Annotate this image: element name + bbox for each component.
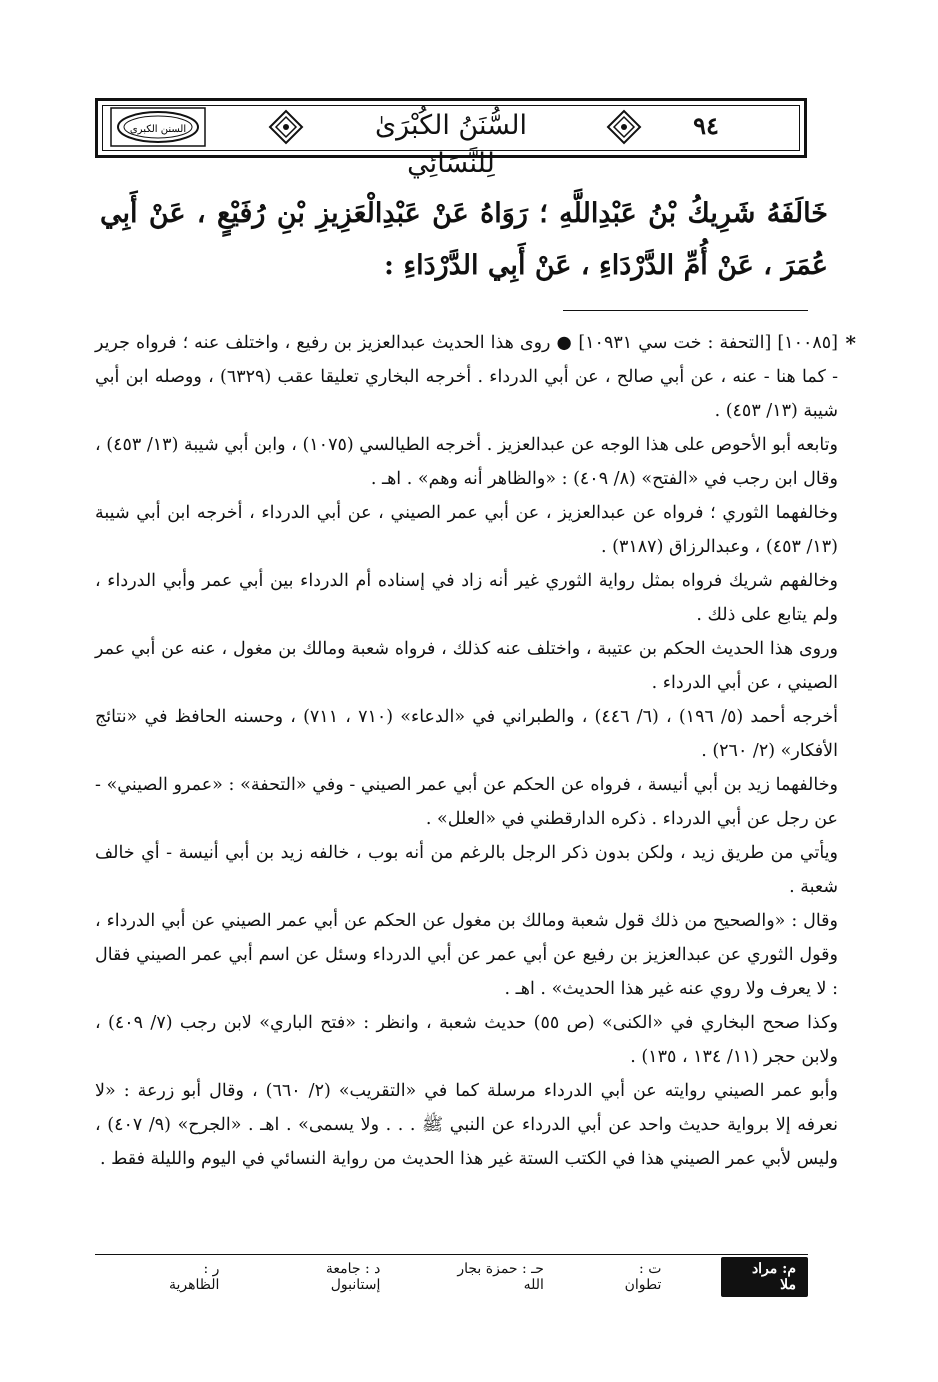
knot-ornament-icon xyxy=(604,107,644,147)
footnotes xyxy=(95,326,856,1176)
footnote-paragraph: ويأتي من طريق زيد ، ولكن بدون ذكر الرجل بالرغم من أنه بوب ، خالفه زيد بن أبي أنيسة - أي خالف شعبة . xyxy=(95,843,838,897)
footnote-paragraph: وأبو عمر الصيني روايته عن أبي الدرداء مرسلة كما في «التقريب» (٢/ ٦٦٠) ، وقال أبو زرعة : «لا نعرفه إلا برواية حديث واحد عن أبي الدرداء عن النبي ﷺ . . . ولا يسمى» . اهـ . «الجرح» (٩/ ٤٠٧) ، وليس لأبي عمر الصيني هذا في الكتب الستة غير هذا الحديث من رواية النسائي في اليوم والليلة فقط . xyxy=(95,1081,838,1169)
page-header xyxy=(95,98,807,179)
footnote-paragraph: وقال : «والصحيح من ذلك قول شعبة ومالك بن مغول عن الحكم عن أبي عمر الصيني عن أبي الدرداء ، وقول الثوري عن عبدالعزيز بن رفيع عن أبي عمر عن أبي الدرداء وسئل عن اسم أبي عمر الصيني فقال : لا يعرف ولا روي عنه غير هذا الحديث» . اهـ . xyxy=(95,911,838,999)
footnote-paragraph: وخالفهما زيد بن أبي أنيسة ، فرواه عن الحكم عن أبي عمر الصيني - وفي «التحفة» : «عمرو الصيني» - عن رجل عن أبي الدرداء . ذكره الدارقطني في «العلل» . xyxy=(95,775,838,829)
footnote-paragraph: أخرجه أحمد (٥/ ١٩٦) ، (٦/ ٤٤٦) ، والطبراني في «الدعاء» (٧١٠ ، ٧١١) ، وحسنه الحافظ في «نتائج الأفكار» (٢/ ٢٦٠) . xyxy=(95,707,838,761)
footnote-star: * xyxy=(845,331,856,355)
seal-ornament-icon xyxy=(110,107,206,147)
footnote-paragraph: وروى هذا الحديث الحكم بن عتيبة ، واختلف عنه كذلك ، فرواه شعبة ومالك بن مغول ، عنه عن أبي عمر الصيني ، عن أبي الدرداء . xyxy=(95,639,838,693)
hadith-text: خَالَفَهُ شَرِيكُ بْنُ عَبْدِاللَّهِ ؛ رَوَاهُ عَنْ عَبْدِالْعَزِيزِ بْنِ رُفَيْعٍ ، عَنْ أَبِي عُمَرَ ، عَنْ أُمِّ الدَّرْدَاءِ ، عَنْ أَبِي الدَّرْدَاءِ : xyxy=(100,198,828,281)
header-title: السُّنَنُ الكُبْرَىٰ لِلنَّسَائِي xyxy=(375,110,527,179)
footnote-paragraph: وكذا صحح البخاري في «الكنى» (ص ٥٥) حديث شعبة ، وانظر : «فتح الباري» لابن رجب (٧/ ٤٠٩) ، ولابن حجر (١١/ ١٣٤ ، ١٣٥) . xyxy=(95,1013,838,1067)
footnote-paragraph: وتابعه أبو الأحوص على هذا الوجه عن عبدالعزيز . أخرجه الطيالسي (١٠٧٥) ، وابن أبي شيبة (١٣/ ٤٥٣) ، وقال ابن رجب في «الفتح» (٨/ ٤٠٩) : «والظاهر أنه وهم» . اهـ . xyxy=(95,435,838,489)
seal-text: السنن الكبرى xyxy=(129,124,187,135)
footnote-separator xyxy=(563,310,808,311)
footer-item: د : جامعة إستانبول xyxy=(325,1261,381,1293)
footnote-paragraph: وخالفهما الثوري ؛ فرواه عن عبدالعزيز ، عن أبي عمر الصيني ، عن أبي الدرداء ، أخرجه ابن أبي شيبة (١٣/ ٤٥٣) ، وعبدالرزاق (٣١٨٧) . xyxy=(95,503,838,557)
page-number: ٩٤ xyxy=(693,111,719,140)
footer-separator xyxy=(95,1254,808,1255)
footer-signature: م: مراد ملا xyxy=(721,1257,808,1297)
knot-ornament-icon xyxy=(266,107,306,147)
manuscript-sigla-footer xyxy=(95,1262,808,1292)
footnote-paragraph: [١٠٠٨٥] [التحفة : خت سي ١٠٩٣١] ● روى هذا الحديث عبدالعزيز بن رفيع ، واختلف عنه ؛ فرواه جرير - كما هنا - عنه ، عن أبي صالح ، عن أبي الدرداء . أخرجه البخاري تعليقا عقب (٦٣٢٩) ، ووصله ابن أبي شيبة (١٣/ ٤٥٣) . xyxy=(95,333,839,421)
footer-item: حـ : حمزة بجار الله xyxy=(457,1261,544,1293)
footer-item: ت : تطوان xyxy=(624,1261,662,1293)
footnote-paragraph: وخالفهم شريك فرواه بمثل رواية الثوري غير أنه زاد في إسناده أم الدرداء بين أبي عمر وأبي الدرداء ، ولم يتابع على ذلك . xyxy=(95,571,838,625)
footer-item: ر : الظاهرية xyxy=(168,1261,220,1293)
